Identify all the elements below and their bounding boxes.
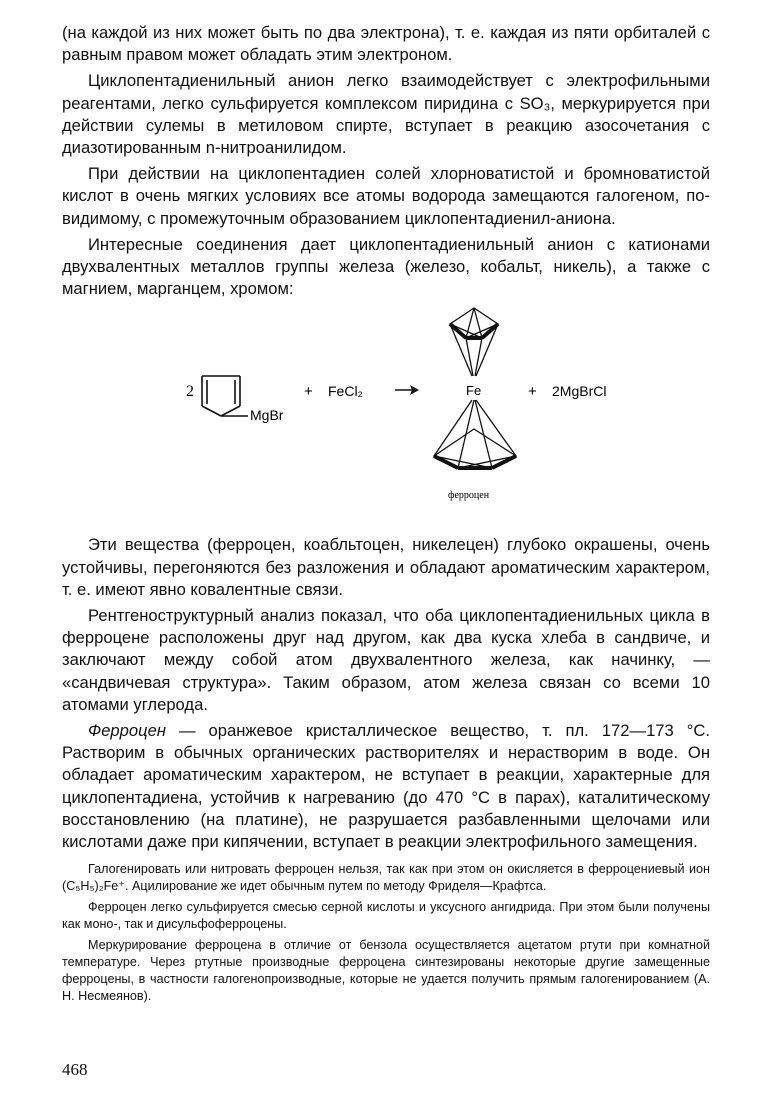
fecl2-label: FeCl₂ [328,383,363,400]
reaction-arrow [395,385,419,395]
note-halogenation: Галогенировать или нитровать ферроцен нельзя, так как при этом он окисляется в ферроцениевый ион (C₅H₅)₂Fe⁺. Ацилирование же идет обычным путем по методу Фриделя—Крафтса. [62,862,710,894]
paragraph-ferrocene [62,720,710,853]
mgbr-label: MgBr [250,407,284,424]
ferrocene-caption: ферроцен [448,490,490,502]
paragraph-properties: Эти вещества (ферроцен, коабльтоцен, никелецен) глубоко окрашены, очень устойчивы, перегоняются без разложения и обладают ароматическим характером, т. е. имеют явно ковалентные связи. [62,535,710,599]
paragraph-electrophilic: Циклопентадиенильный анион легко взаимодействует с электрофильными реагентами, легко сульфируется комплексом пиридина с SO₃, меркурируется при действии сулемы в метиловом спирте, вступает в реакцию азосочетания с диазотированным n-нитроанилидом. [62,71,710,158]
plus-sign-2: + [528,383,537,401]
fe-atom: Fe [466,383,482,399]
reaction-diagram [62,304,710,530]
paragraph-metal-compounds: Интересные соединения дает циклопентадиенильный анион с катионами двухвалентных металлов группы железа (железо, кобальт, никель), а также с магнием, марганцем, хромом: [62,234,710,299]
plus-sign-1: + [304,383,313,401]
page-number: 468 [62,1060,88,1079]
mgbrcl-label: 2MgBrCl [552,383,607,400]
ferrocene-reaction-scheme [62,304,710,530]
ferrocene-description: — оранжевое кристаллическое вещество, т. пл. 172—173 °С. Растворим в обычных органических растворителях и нерастворим в воде. Он обладает ароматическим характером, не вступает в реакции, характерные для циклопентадиена, устойчив к нагреванию (до 470 °С в парах), каталитическому восстановлению (на платине), не разрушается разбавленными щелочами или кислотами даже при кипячении, вступает в реакции электрофильного замещения. [62,721,710,852]
cyclopentadiene-ring [202,376,248,416]
paragraph-sandwich: Рентгеноструктурный анализ показал, что оба циклопентадиенильных цикла в ферроцене расположены друг над другом, как два куска хлеба в сандвиче, и заключают между собой атом двухвалентного железа, как начинку, — «сандвичевая структура». Таким образом, атом железа связан со всеми 10 атомами углерода. [62,606,710,714]
note-mercuration: Меркурирование ферроцена в отличие от бензола осуществляется ацетатом ртути при комнатной температуре. Через ртутные производные ферроцена синтезированы некоторые другие замещенные ферроцены, в частности галогенопроизводные, которые не удается получить прямым галогенированием (А. Н. Несмеянов). [62,938,710,1004]
page-body [62,22,710,1009]
paragraph-halogenation: При действии на циклопентадиен солей хлорноватистой и бромноватистой кислот в очень мягких условиях все атомы водорода замещаются галогеном, по-видимому, с промежуточным образованием циклопентадиенил-аниона. [62,164,710,228]
coefficient-2: 2 [186,383,194,401]
bottom-cp-ring [434,400,516,468]
ferrocene-term: Ферроцен [88,721,166,741]
paragraph-continuation: (на каждой из них может быть по два электрона), т. е. каждая из пяти орбиталей с равным правом может обладать этим электроном. [62,23,710,65]
footnotes [62,861,710,1005]
top-cp-ring [450,308,498,376]
note-sulfonation: Ферроцен легко сульфируется смесью серной кислоты и уксусного ангидрида. При этом были получены как моно-, так и дисульфоферроцены. [62,900,710,932]
